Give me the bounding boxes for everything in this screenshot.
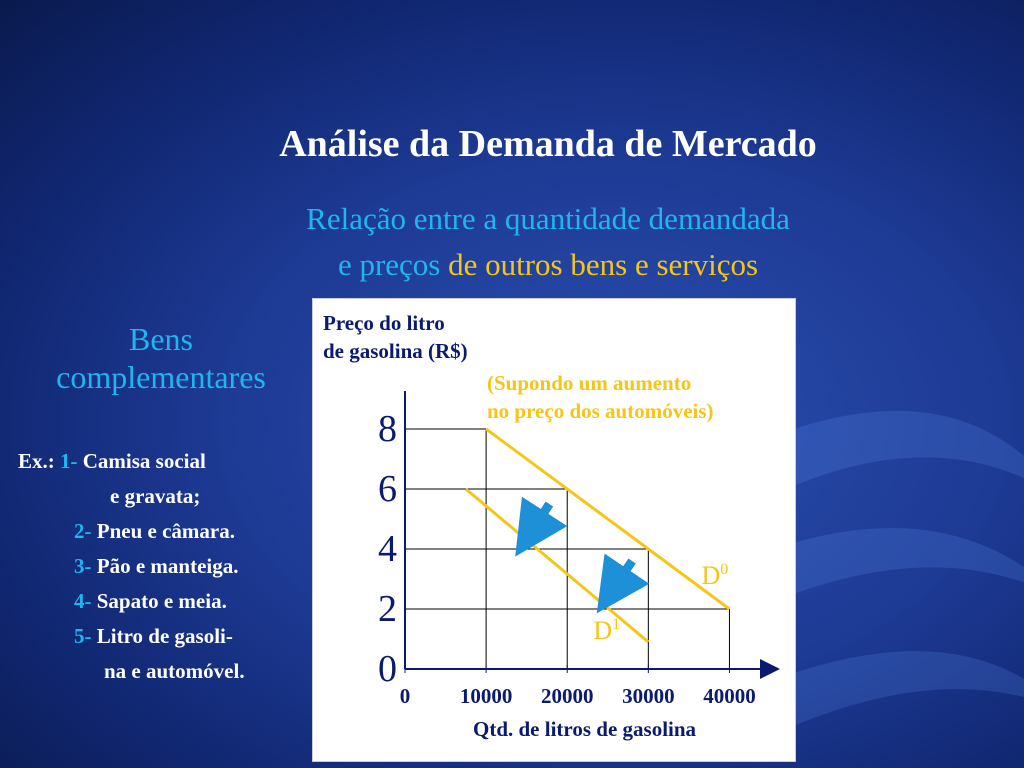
side-heading: [20, 320, 302, 396]
example-number: 5-: [74, 624, 92, 648]
chart-note-line-2: no preço dos automóveis): [487, 399, 714, 423]
subtitle-highlight: de outros bens e serviços: [448, 247, 759, 282]
example-text: Sapato e meia.: [96, 589, 227, 613]
x-tick-label: 10000: [459, 684, 513, 708]
example-text: Litro de gasoli-: [96, 624, 233, 648]
example-number: 1-: [60, 449, 78, 473]
shift-arrow-0: [530, 504, 549, 534]
example-number: 4-: [74, 589, 92, 613]
example-number: 3-: [74, 554, 92, 578]
example-text: Pão e manteiga.: [96, 554, 239, 578]
side-heading-line-2: complementares: [56, 359, 266, 395]
curve-label-d0: $D^0$: [701, 561, 729, 590]
x-tick-label: 30000: [622, 684, 675, 708]
example-text: Pneu e câmara.: [96, 519, 235, 543]
example-item-5-cont: na e automóvel.: [104, 659, 245, 683]
example-item-1-cont: e gravata;: [110, 484, 201, 508]
subtitle-line-1: Relação entre a quantidade demandada: [306, 201, 790, 236]
y-axis-label-line-1: Preço do litro: [323, 311, 445, 335]
y-tick-label: 6: [378, 468, 397, 510]
examples-prefix: Ex.:: [18, 449, 55, 473]
y-tick-label: 0: [378, 648, 397, 690]
page-title: Análise da Demanda de Mercado: [279, 123, 817, 165]
side-heading-line-1: Bens: [129, 321, 193, 357]
chart-note: [487, 369, 714, 425]
subtitle-line-2-prefix: e preços: [337, 247, 449, 282]
demand-curve-d0: [486, 429, 729, 609]
chart-note-line-1: (Supondo um aumento: [487, 371, 692, 395]
shift-arrow-1: [612, 561, 632, 591]
y-tick-label: 2: [378, 588, 397, 630]
example-item-2: [74, 514, 235, 549]
example-text: Camisa social: [82, 449, 206, 473]
y-tick-label: 4: [378, 528, 397, 570]
subtitle-line-2: [0, 242, 1024, 288]
example-number: 2-: [74, 519, 92, 543]
x-tick-label: 40000: [703, 684, 756, 708]
y-axis-label: [323, 309, 468, 365]
example-item-1: [18, 444, 206, 479]
x-tick-label: 0: [399, 684, 411, 708]
y-tick-label: 8: [378, 408, 397, 450]
subtitle: [0, 196, 1024, 288]
y-axis-label-line-2: de gasolina (R$): [323, 339, 468, 363]
demand-chart: [312, 298, 796, 762]
curve-label-d1: $D^1$: [593, 616, 621, 645]
x-tick-label: 20000: [540, 684, 594, 708]
example-item-5: [74, 619, 233, 654]
demand-curve-d1: [466, 489, 649, 642]
x-axis-label: Qtd. de litros de gasolina: [473, 717, 697, 741]
example-item-3: [74, 549, 238, 584]
example-item-4: [74, 584, 227, 619]
